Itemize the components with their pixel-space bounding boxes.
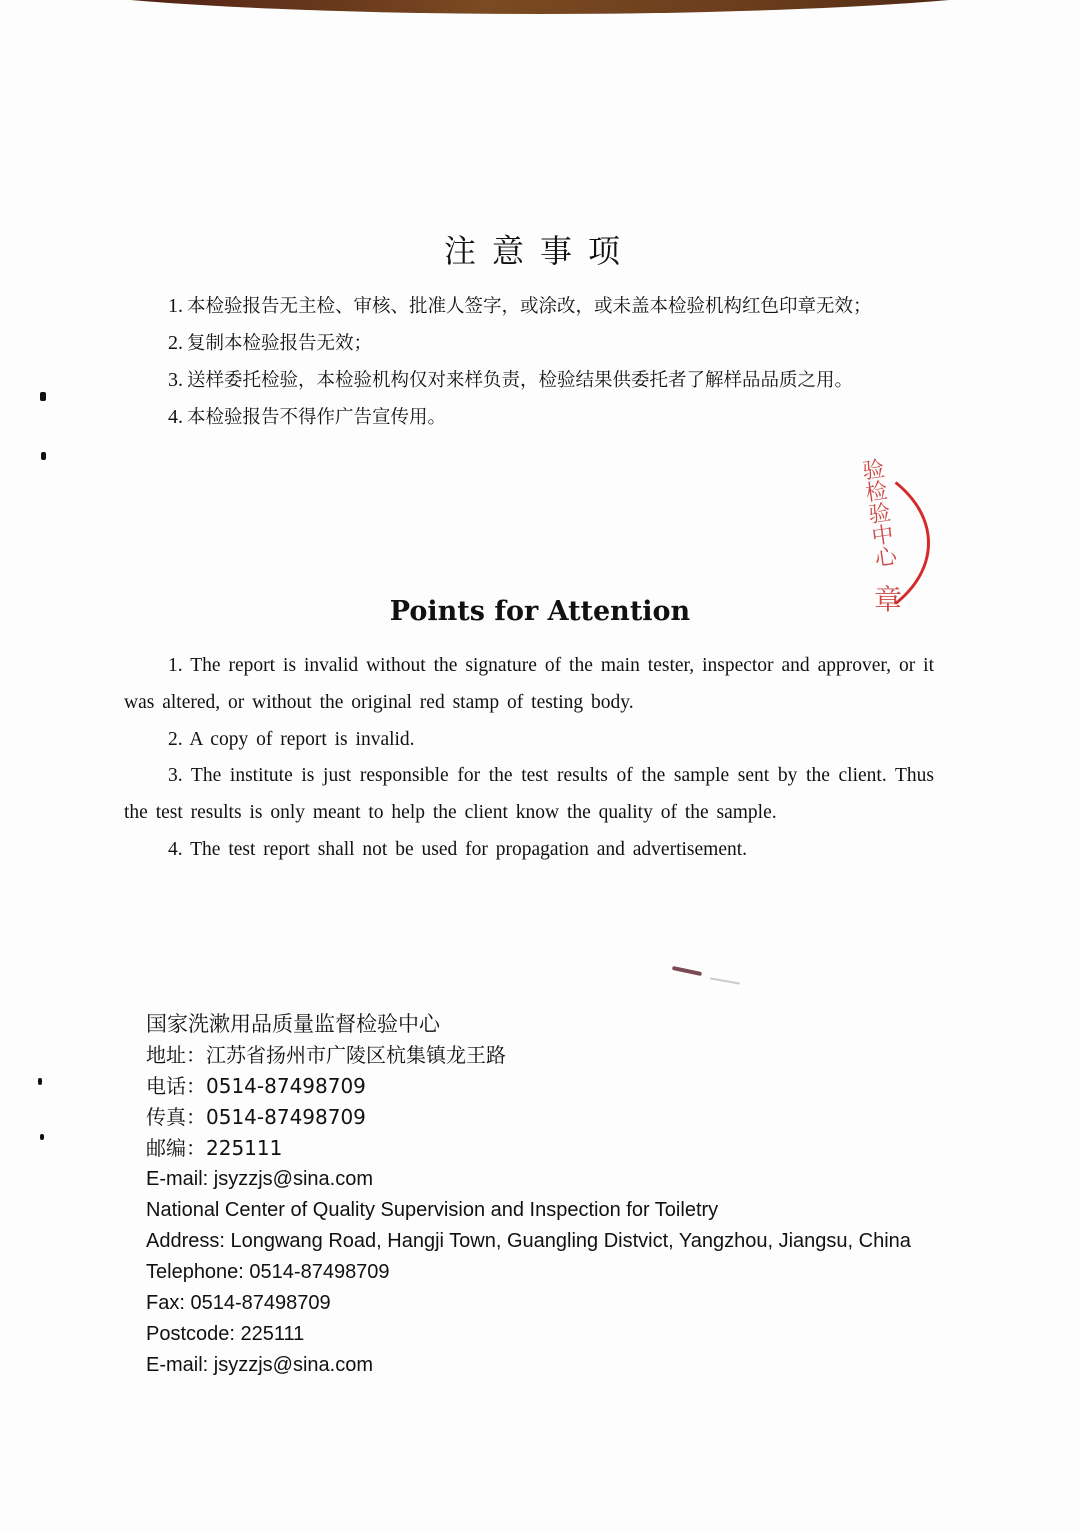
item-number: 4.	[168, 406, 183, 428]
fax-en: Fax: 0514-87498709	[146, 1292, 331, 1314]
contact-block	[146, 1008, 966, 1381]
notice-title-en: Points for Attention	[389, 596, 691, 628]
item-text: 本检验报告无主检、审核、批准人签字，或涂改，或未盖本检验机构红色印章无效；	[187, 296, 872, 317]
notice-item-cn	[168, 362, 928, 399]
address-cn: 地址：江苏省扬州市广陵区杭集镇龙王路	[146, 1043, 506, 1067]
email-cn: E-mail: jsyzzjs@sina.com	[146, 1168, 374, 1190]
stamp-seal-char: 章	[874, 583, 903, 616]
postcode-en: Postcode: 225111	[146, 1323, 305, 1345]
item-text: 本检验报告不得作广告宣传用。	[187, 407, 447, 428]
notice-list-en	[124, 648, 934, 869]
ink-smudge	[672, 966, 702, 976]
org-name-en: National Center of Quality Supervision and Inspection for Toiletry	[146, 1199, 719, 1221]
fax-cn: 传真：0514-87498709	[146, 1105, 366, 1129]
postcode-cn: 邮编：225111	[146, 1136, 283, 1160]
notice-item-en: 3. The institute is just responsible for the test results of the sample sent by the client. Thus the test results is only meant to help the client know the quality of the sample.	[124, 765, 934, 824]
phone-cn: 电话：0514-87498709	[146, 1074, 366, 1098]
item-number: 2.	[168, 332, 183, 354]
notice-item-en: 2. A copy of report is invalid.	[168, 728, 415, 750]
paper-speck	[40, 1134, 44, 1140]
desk-background-edge	[0, 0, 1080, 14]
notice-item-en: 4. The test report shall not be used for propagation and advertisement.	[168, 838, 748, 860]
notice-list-cn	[168, 288, 928, 436]
paper-speck	[38, 1078, 42, 1085]
paper-speck	[40, 392, 46, 401]
item-number: 3.	[168, 369, 183, 391]
paper-speck	[41, 452, 46, 460]
notice-title-cn: 注意事项	[443, 232, 636, 271]
item-text: 复制本检验报告无效；	[187, 333, 373, 354]
notice-item-cn	[168, 399, 928, 436]
address-en: Address: Longwang Road, Hangji Town, Guangling Distvict, Yangzhou, Jiangsu, China	[146, 1230, 911, 1252]
notice-item-en: 1. The report is invalid without the signature of the main tester, inspector and approver, or it was altered, or without the original red stamp of testing body.	[124, 655, 934, 713]
phone-en: Telephone: 0514-87498709	[146, 1261, 390, 1283]
notice-item-cn	[168, 288, 928, 325]
email-en: E-mail: jsyzzjs@sina.com	[146, 1354, 374, 1376]
org-name-cn: 国家洗漱用品质量监督检验中心	[146, 1012, 440, 1036]
ink-smudge	[710, 977, 740, 984]
item-text: 送样委托检验，本检验机构仅对来样负责，检验结果供委托者了解样品品质之用。	[187, 370, 854, 391]
stamp-text: 验检验中心	[857, 456, 898, 570]
item-number: 1.	[168, 295, 183, 317]
notice-item-cn	[168, 325, 928, 362]
